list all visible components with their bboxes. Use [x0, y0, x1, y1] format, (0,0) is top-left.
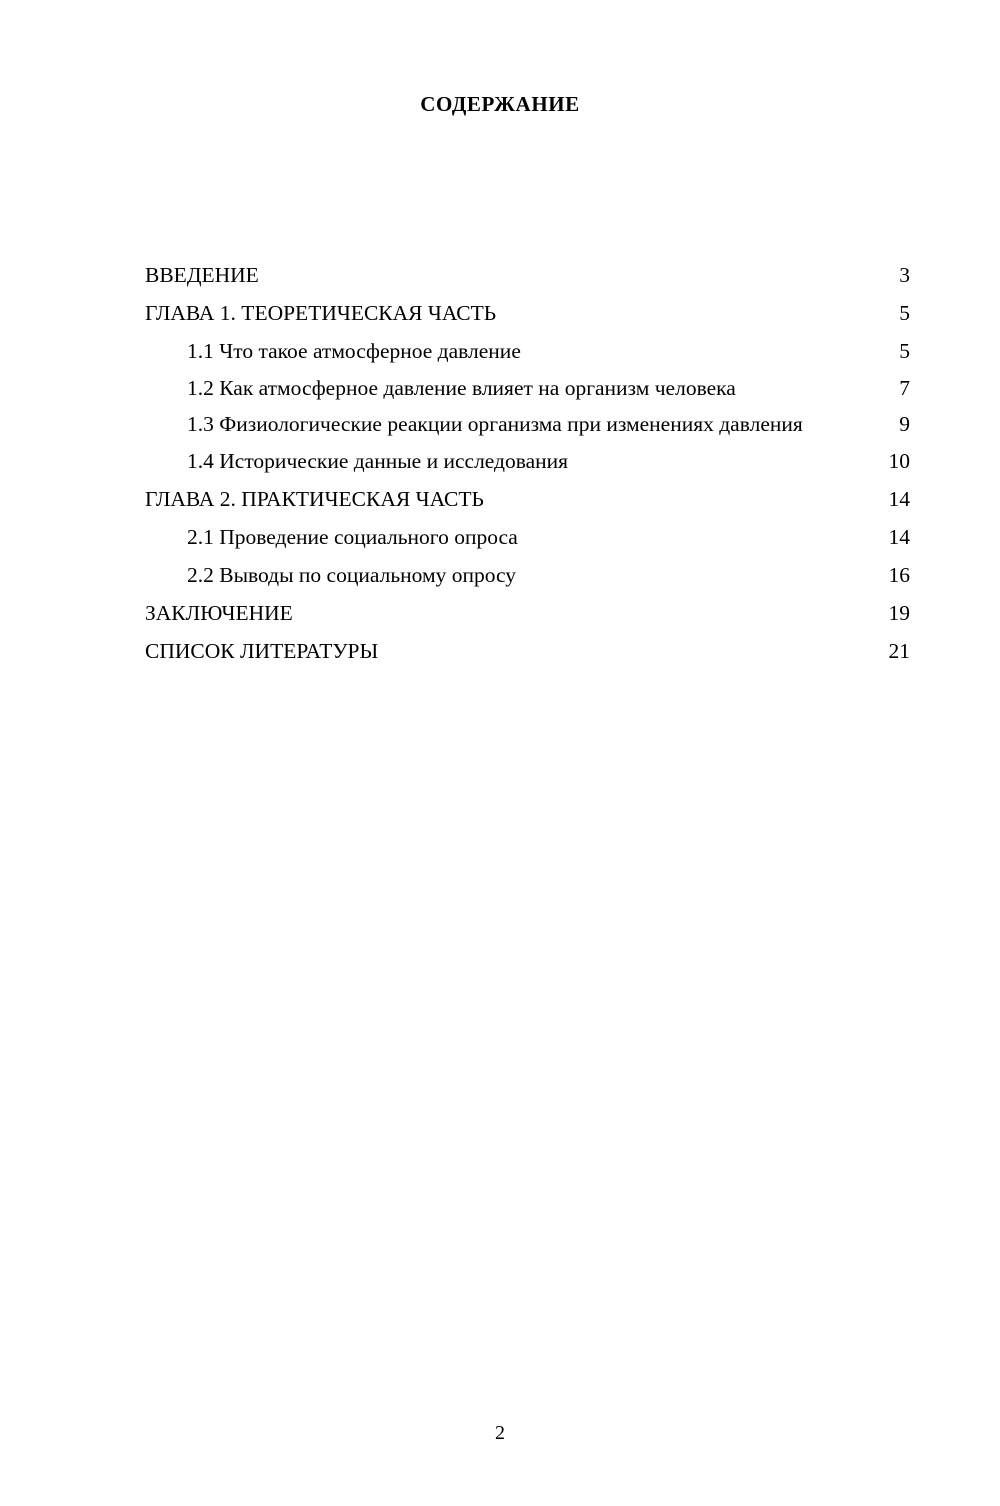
toc-entry[interactable]: [145, 295, 910, 332]
toc-entry[interactable]: [145, 481, 910, 518]
toc-entry[interactable]: [145, 371, 910, 406]
toc-entry[interactable]: [145, 407, 910, 442]
toc-entry[interactable]: [145, 557, 910, 594]
toc-entry-page: 21: [888, 639, 910, 663]
toc-entry-page: 3: [899, 263, 910, 287]
toc-entry-label: СПИСОК ЛИТЕРАТУРЫ: [145, 639, 379, 663]
toc-entry-page: 7: [899, 376, 910, 400]
table-of-contents: [145, 257, 910, 671]
toc-entry-label: ГЛАВА 1. ТЕОРЕТИЧЕСКАЯ ЧАСТЬ: [145, 301, 497, 325]
toc-entry-page: 5: [899, 301, 910, 325]
toc-entry[interactable]: [145, 443, 910, 480]
toc-entry[interactable]: [145, 595, 910, 632]
toc-entry[interactable]: [145, 333, 910, 370]
toc-entry-page: 10: [888, 449, 910, 473]
toc-entry[interactable]: [145, 257, 910, 294]
page-title: СОДЕРЖАНИЕ: [420, 92, 580, 116]
toc-entry-label: 1.1 Что такое атмосферное давление: [187, 339, 521, 363]
toc-entry-page: 9: [899, 412, 910, 436]
document-page: [0, 92, 1000, 1506]
toc-entry-page: 19: [888, 601, 910, 625]
toc-entry-page: 14: [888, 525, 910, 549]
toc-entry-page: 16: [888, 563, 910, 587]
toc-entry-label: ВВЕДЕНИЕ: [145, 263, 259, 287]
toc-entry-label: ЗАКЛЮЧЕНИЕ: [145, 601, 293, 625]
toc-entry[interactable]: [145, 519, 910, 556]
toc-entry-label: 2.1 Проведение социального опроса: [187, 525, 518, 549]
toc-entry-label: ГЛАВА 2. ПРАКТИЧЕСКАЯ ЧАСТЬ: [145, 487, 484, 511]
toc-entry-label: 1.2 Как атмосферное давление влияет на организм человека: [187, 376, 736, 400]
toc-entry-label: 2.2 Выводы по социальному опросу: [187, 563, 517, 587]
toc-entry-label: 1.3 Физиологические реакции организма при изменениях давления: [187, 412, 803, 436]
footer-page-number: 2: [495, 1422, 505, 1444]
toc-entry-page: 5: [899, 339, 910, 363]
toc-entry-label: 1.4 Исторические данные и исследования: [187, 449, 569, 473]
toc-entry-page: 14: [888, 487, 910, 511]
toc-entry[interactable]: [145, 633, 910, 670]
